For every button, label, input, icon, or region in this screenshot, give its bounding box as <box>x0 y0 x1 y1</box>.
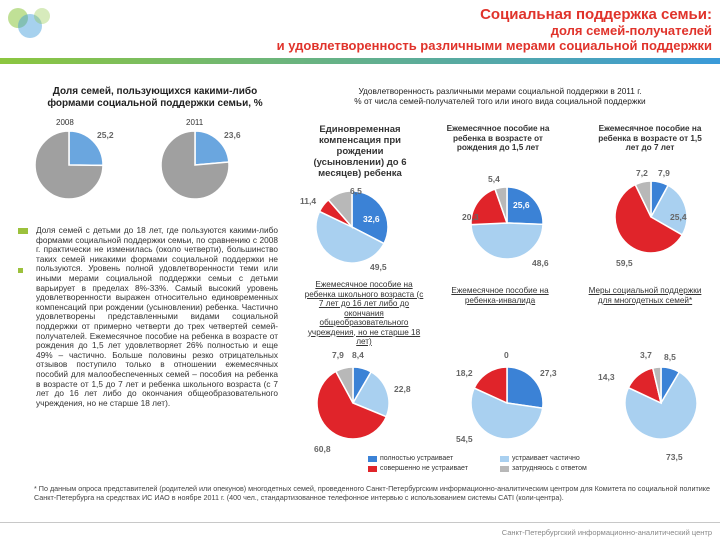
pie-title-disabled <box>450 286 550 305</box>
legend-item-hard <box>500 465 587 472</box>
pie-title-large-families <box>584 286 706 305</box>
page-subtitle <box>152 23 712 53</box>
satisfaction-title-line1: Удовлетворенность различными мерами социальной поддержки в 2011 г. <box>358 86 642 96</box>
pie-chart-school <box>316 366 390 440</box>
pie7-label-none: 14,3 <box>598 372 615 382</box>
legend-swatch-partial <box>500 456 509 462</box>
header <box>0 0 720 58</box>
pie2-label-hard: 11,4 <box>300 196 317 206</box>
legend-label-hard: затрудняюсь с ответом <box>512 465 587 472</box>
pie-title-1-5-7: Ежемесячное пособие на ребенка в возрасте от 1,5 лет до 7 лет <box>598 124 702 152</box>
legend-label-partial: устраивает частично <box>512 455 580 462</box>
page-subtitle-line2: и удовлетворенность различными мерами социальной поддержки <box>276 38 712 53</box>
pie4-label-partial: 25,4 <box>670 212 687 222</box>
usage-chart-title: Доля семей, пользующихся какими-либо формами социальной поддержки семьи, % <box>47 86 263 109</box>
pie3-label-partial: 48,6 <box>532 258 549 268</box>
pie3-label-hard: 5,4 <box>488 174 500 184</box>
footnote: * По данным опроса представителей (родителей или опекунов) многодетных семей, проведенного Санкт-Петербургским информационно-аналитическим центром для Комитета по социальной политике Санкт-Петербурга на средствах ИС ИАО в ноябре 2011 г. (400 чел., стандартизованное телефонное интервью с использованием системы CATI (коли-центра). <box>34 484 710 502</box>
pie4-label-full: 7,9 <box>658 168 670 178</box>
pie-title-0-1-5: Ежемесячное пособие на ребенка в возрасте от рождения до 1,5 лет <box>446 124 550 152</box>
pie3-label-none: 20,3 <box>462 212 479 222</box>
pie-title-disabled-text: Ежемесячное пособие на ребенка-инвалида <box>451 286 549 305</box>
pie6-label-partial: 54,5 <box>456 434 473 444</box>
pie-chart-compensation <box>315 190 389 264</box>
pie5-label-none: 60,8 <box>314 444 331 454</box>
pie6-label-hard: 0 <box>504 350 509 360</box>
pie3-label-full: 25,6 <box>513 200 530 210</box>
summary-text: Доля семей с детьми до 18 лет, где пользуются какими-либо формами социальной поддержки семьи, по сравнению с 2008 г. практически не изменилась (около четверти), большинство таких семей никакими формами социальной поддержки не пользуются. Уровень полной удовлетворенности теми или иными мерами социальной поддержки семьи с детьми варьирует в пределах 8%-33%. Самый высокий уровень удовлетворенности выражен относительно единовременных компенсаций при рождении (усыновлении) ребенка. Частично удовлетворены представленными видами социальной поддержки от примерно четверти до трех четвертей семей-получателей. Ежемесячное пособие на ребенка в возрасте от рождения до 1,5 лет удовлетворяет 26% полностью и еще 49% – частично. Больше половины резко отрицательных отзывов поступило только в отношении ежемесячных пособий для малообеспеченных семей – пособия на ребенка в возрасте от 1,5 до 7 лет и ребенка школьного возраста (с 7 лет до 16 лет либо до окончания общеобразовательного учреждения, но не старше 18 лет). <box>36 225 278 408</box>
legend-swatch-none <box>368 466 377 472</box>
pie-chart-disabled <box>470 366 544 440</box>
pie5-label-hard: 7,9 <box>332 350 344 360</box>
satisfaction-title-line2: % от числа семей-получателей того или иного вида социальной поддержки <box>354 96 646 106</box>
pie-2011-label: 23,6 <box>224 130 241 140</box>
pie6-label-full: 27,3 <box>540 368 557 378</box>
pie-chart-0-1-5 <box>470 186 544 260</box>
pie5-label-partial: 22,8 <box>394 384 411 394</box>
pie2-label-full: 32,6 <box>363 214 380 224</box>
pie7-label-hard: 3,7 <box>640 350 652 360</box>
legend-item-full <box>368 455 453 462</box>
header-stripe <box>0 58 720 64</box>
pie-title-large-families-text: Меры социальной поддержки для многодетных семей* <box>588 286 702 305</box>
pie-title-school <box>304 280 424 347</box>
pie-title-school-text: Ежемесячное пособие на ребенка школьного возраста (с 7 лет до 16 лет либо до окончания общеобразовательного учреждения, но не старше 18 лет) <box>304 280 424 346</box>
logo-icon <box>6 4 66 44</box>
legend-swatch-hard <box>500 466 509 472</box>
footer-credit: Санкт-Петербургский информационно-аналитический центр <box>501 528 712 537</box>
pie3-slice-partial <box>471 223 543 259</box>
bullet-marker <box>18 268 23 273</box>
pie2-label-none: 6,5 <box>350 186 362 196</box>
pie7-label-partial: 73,5 <box>666 452 683 462</box>
page-title: Социальная поддержка семьи: <box>480 6 712 23</box>
legend-swatch-full <box>368 456 377 462</box>
pie4-label-none: 59,5 <box>616 258 633 268</box>
bullet-marker <box>18 228 28 234</box>
pie-2008-label: 25,2 <box>97 130 114 140</box>
page-subtitle-line1: доля семей-получателей <box>550 23 712 38</box>
pie4-label-hard: 7,2 <box>636 168 648 178</box>
pie2-label-partial: 49,5 <box>370 262 387 272</box>
pie-title-compensation: Единовременная компенсация при рождении (усыновлении) до 6 месяцев) ребенка <box>313 124 407 179</box>
legend-item-none <box>368 465 468 472</box>
pie-chart-2008 <box>34 130 104 200</box>
year-label-2011: 2011 <box>186 118 204 127</box>
legend-label-full: полностью устраивает <box>380 455 454 462</box>
pie6-label-none: 18,2 <box>456 368 473 378</box>
legend-label-none: совершенно не устраивает <box>380 465 468 472</box>
pie7-label-full: 8,5 <box>664 352 676 362</box>
year-label-2008: 2008 <box>56 118 74 127</box>
legend-item-partial <box>500 455 580 462</box>
pie-chart-large-families <box>624 366 698 440</box>
pie-chart-2011 <box>160 130 230 200</box>
pie6-slice-full <box>507 367 543 408</box>
satisfaction-title <box>300 86 700 106</box>
pie5-label-full: 8,4 <box>352 350 364 360</box>
footer-divider <box>0 522 720 523</box>
